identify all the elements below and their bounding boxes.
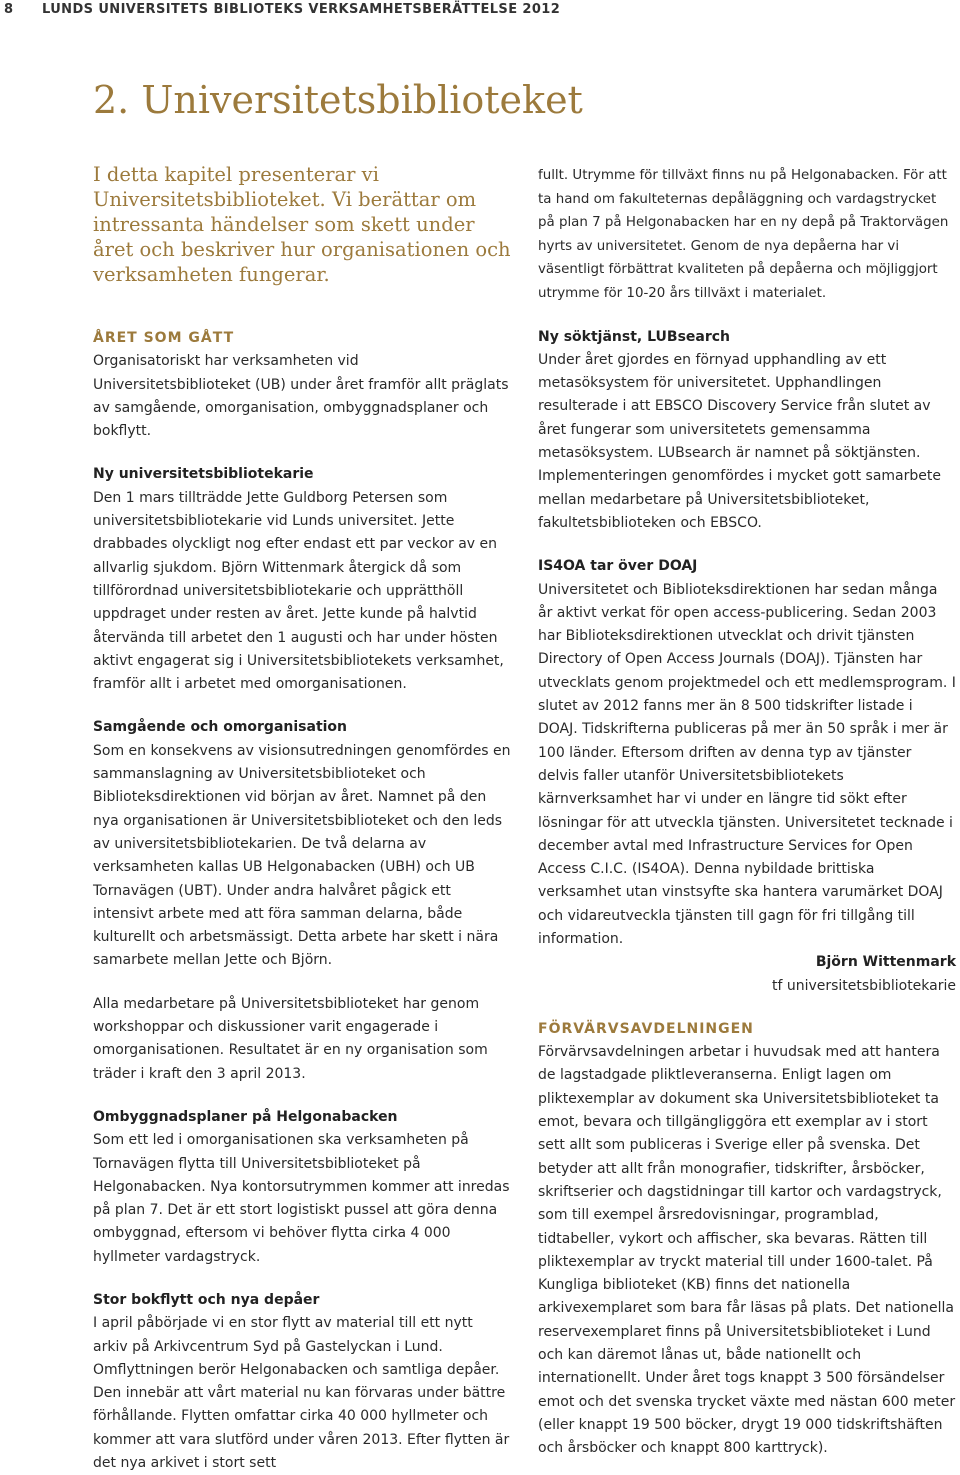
subheading-ombyggnad: Ombyggnadsplaner på Helgonabacken xyxy=(93,1108,398,1125)
paragraph-ombyggnad: Som ett led i omorganisationen ska verksamheten på Tornavägen flytta till Universitetsbiblioteket på Helgonabacken. Nya kontorsutrymmen kommer att inredas på plan 7. Det är ett stort logistiskt pussel att göra denna ombyggnad, eftersom vi behöver flytta cirka 4 000 hyllmeter vardagstryck. xyxy=(93,1132,510,1265)
paragraph-bokflytt: I april påbörjade vi en stor flytt av material till ett nytt arkiv på Arkivcentrum Syd på Gastelyckan i Lund. Omflyttningen berör Helgonabacken och samtliga depåer. Den innebär att vårt material nu kan förvaras under bättre förhållande. Flytten omfattar cirka 40 000 hyllmeter och kommer att vara slutförd under våren 2013. Efter flytten är det nya arkivet i stort sett xyxy=(93,1315,510,1472)
paragraph-aret: Organisatoriskt har verksamheten vid Universitetsbiblioteket (UB) under året framför allt präglats av samgående, omorganisation, ombyggnadsplaner och bokflytt. xyxy=(93,353,509,440)
right-column xyxy=(538,164,956,1461)
subheading-lubsearch: Ny söktjänst, LUBsearch xyxy=(538,328,731,345)
paragraph-samgaende: Som en konsekvens av visionsutredningen genomfördes en sammanslagning av Universitetsbiblioteket och Biblioteksdirektionen vid början av året. Namnet på den nya organisationen är Universitetsbiblioteket och den leds av universitetsbibliotekarien. De två delarna av verksamheten kallas UB Helgonabacken (UBH) och UB Tornavägen (UBT). Under andra halvåret pågick ett intensivt arbete med att föra samman delarna, både kulturellt och arbetsmässigt. Detta arbete har skett i nära samarbete mellan Jette och Björn. xyxy=(93,742,511,969)
paragraph-forvarv: Förvärvsavdelningen arbetar i huvudsak med att hantera de lagstadgade pliktleveranserna. Enligt lagen om pliktexemplar av dokument ska Universitetsbiblioteket ta emot, bevara och tillgängliggöra ett exemplar av i stort sett allt som publiceras i Sverige eller på svenska. Det betyder att allt från monografier, tidskrifter, årsböcker, skriftserier och dagstidningar till kartor och vardagstryck, som till exempel årsredovisningar, programblad, tidtabeller, vykort och affischer, ska bevaras. Rätten till pliktexemplar av tryckt material till under 1600-talet. På Kungliga biblioteket (KB) finns det nationella arkivexemplaret som bara får läsas på plats. Det nationella reservexemplaret finns på Universitetsbiblioteket i Lund och kan däremot lånas ut, både nationellt och internationellt. Under året togs knappt 3 500 försändelser emot och det svenska trycket växte med nästan 600 meter (eller knappt 19 500 böcker, drygt 19 000 tidskriftshäften och årsböcker och knappt 800 karttryck). xyxy=(538,1044,956,1457)
page-header xyxy=(0,0,960,24)
signature-title: tf universitetsbibliotekarie xyxy=(771,977,956,994)
section-heading-aret: ÅRET SOM GÅTT xyxy=(93,330,235,346)
paragraph-lubsearch: Under året gjordes en förnyad upphandling av ett metasöksystem för universitetet. Upphandlingen resulterade i att EBSCO Discovery Service från slutet av året fungerar som universitetets gemensamma metasöksystem. LUBsearch är namnet på söktjänsten. Implementeringen genomfördes i mycket gott samarbete mellan medarbetare på Universitetsbiblioteket, fakultetsbiblioteken och EBSCO. xyxy=(538,351,941,531)
chapter-title: 2. Universitetsbiblioteket xyxy=(93,78,583,122)
paragraph-continued: fullt. Utrymme för tillväxt finns nu på Helgonabacken. För att ta hand om fakulteternas depåläggning och vardagstrycket på plan 7 på Helgonabacken har en ny depå på Traktorvägen hyrts av universitetet. Genom de nya depåerna har vi väsentligt förbättrat kvaliteten på depåerna och möjliggjort utrymme för 10-20 års tillväxt i materialet. xyxy=(538,168,949,301)
page-number: 8 xyxy=(4,2,14,17)
subheading-ny-ub: Ny universitetsbibliotekarie xyxy=(93,466,314,483)
chapter-intro: I detta kapitel presenterar vi Universitetsbiblioteket. Vi berättar om intressanta händelser som skett under året och beskriver hur organisationen och verksamheten fungerar. xyxy=(93,163,511,286)
running-title: LUNDS UNIVERSITETS BIBLIOTEKS VERKSAMHETSBERÄTTELSE 2012 xyxy=(42,2,561,17)
paragraph-samgaende-2: Alla medarbetare på Universitetsbiblioteket har genom workshoppar och diskussioner varit engagerade i omorganisationen. Resultatet är en ny organisation som träder i kraft den 3 april 2013. xyxy=(93,995,488,1082)
signature-name: Björn Wittenmark xyxy=(815,954,956,971)
section-heading-forvarv: FÖRVÄRVSAVDELNINGEN xyxy=(538,1020,754,1037)
left-column xyxy=(93,327,511,1475)
paragraph-is4oa: Universitetet och Biblioteksdirektionen har sedan många år aktivt verkat för open access-publicering. Sedan 2003 har Biblioteksdirektionen utvecklat och drivit tjänsten Directory of Open Access Journals (DOAJ). Tjänsten har utvecklats genom projektmedel och ett medlemsprogram. I slutet av 2012 fanns mer än 8 500 tidskrifter listade i DOAJ. Tidskrifterna publiceras på mer än 50 språk i mer är 100 länder. Eftersom driften av denna typ av tjänster delvis faller utanför Universitetsbibliotekets kärnverksamhet har vi under en längre tid sökt efter lösningar för att utveckla tjänsten. Universitetet tecknade i december avtal med Infrastructure Services for Open Access C.I.C. (IS4OA). Denna nybildade brittiska verksamhet utan vinstsyfte ska hantera varumärket DOAJ och vidareutveckla tjänsten till gagn för fri tillgång till information. xyxy=(538,581,956,947)
paragraph-ny-ub: Den 1 mars tillträdde Jette Guldborg Petersen som universitetsbibliotekarie vid Lunds universitet. Jette drabbades olyckligt nog efter endast ett par veckor av en allvarlig sjukdom. Björn Wittenmark återgick då som tillförordnad universitetsbibliotekarie och upprätthöll uppdraget under resten av året. Jette kunde på halvtid återvända till arbetet den 1 augusti och har under hösten aktivt engagerat sig i Universitetsbibliotekets verksamhet, framför allt i arbetet med omorganisationen. xyxy=(93,489,504,693)
subheading-is4oa: IS4OA tar över DOAJ xyxy=(538,558,698,575)
subheading-samgaende: Samgående och omorganisation xyxy=(93,719,348,736)
subheading-bokflytt: Stor bokflytt och nya depåer xyxy=(93,1291,320,1308)
